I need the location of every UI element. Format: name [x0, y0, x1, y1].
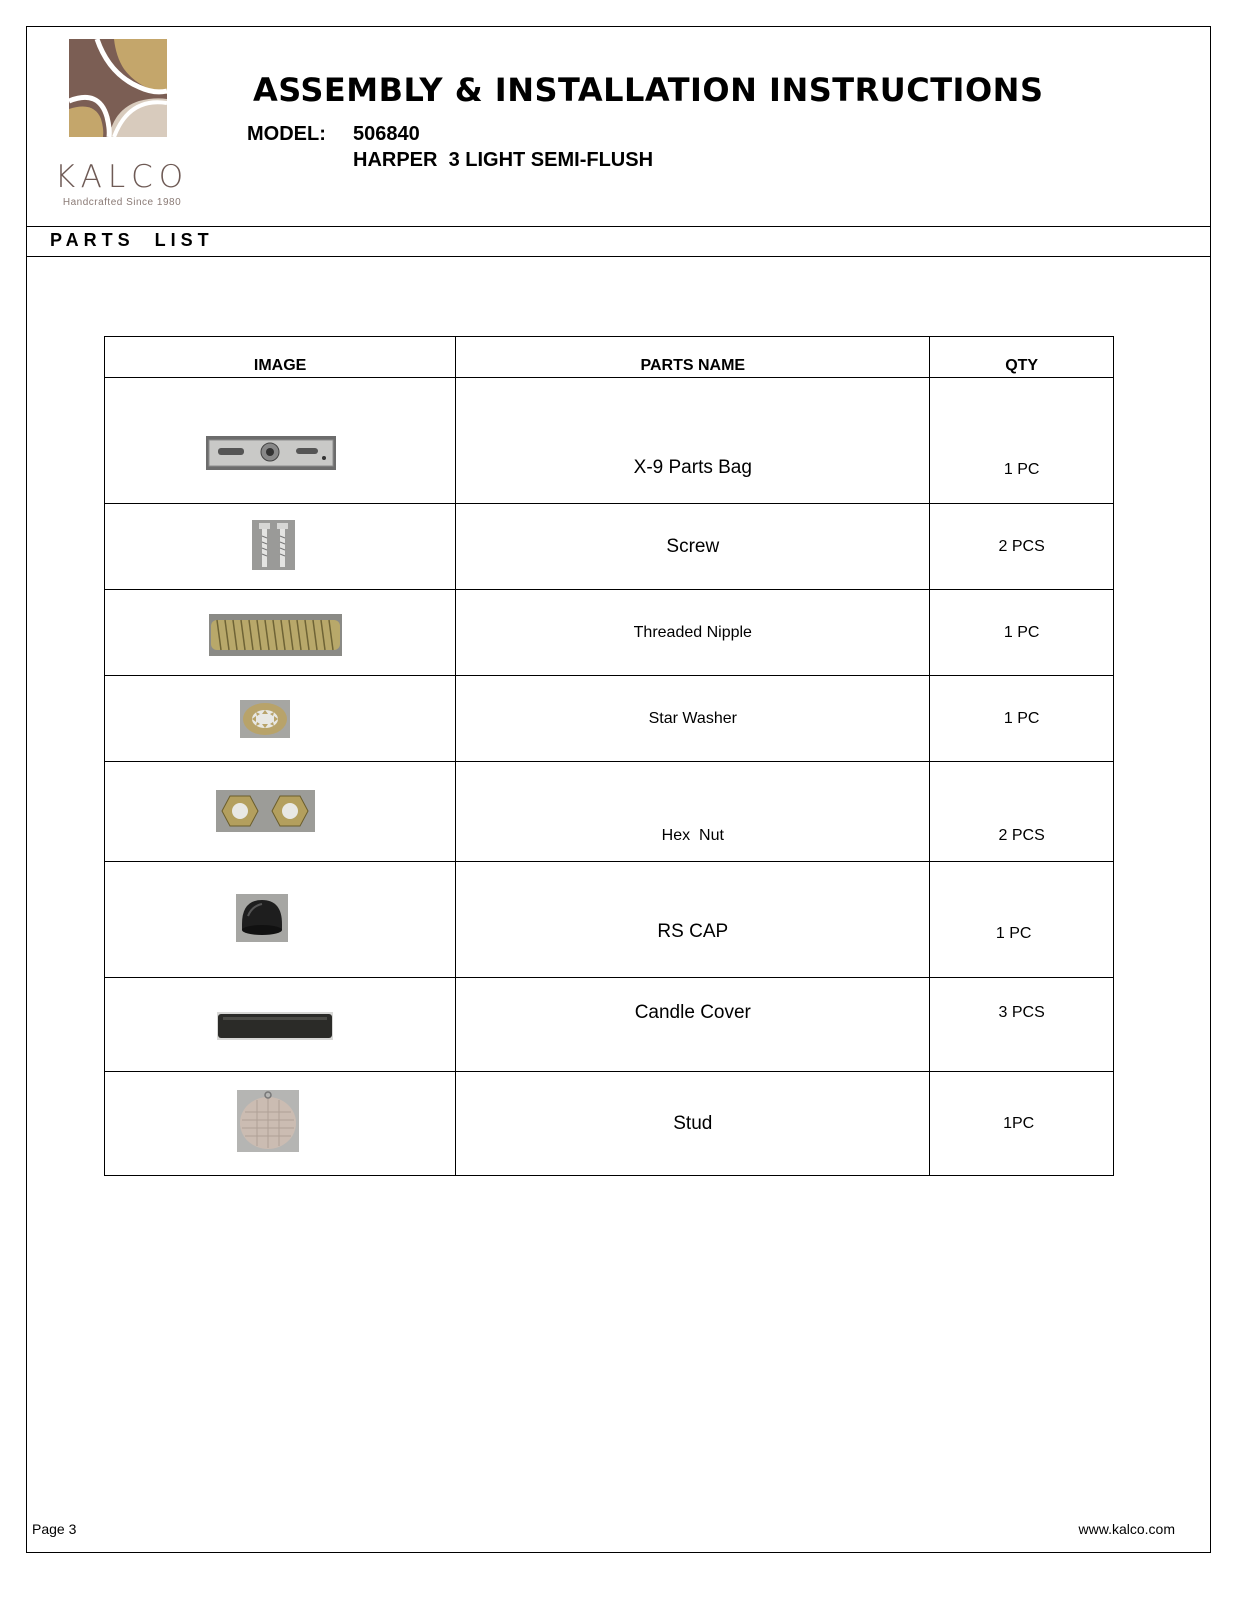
parts-list-bar: [27, 227, 1210, 257]
hex-nut-icon: [216, 790, 315, 832]
part-name-text: Candle Cover: [634, 1002, 751, 1023]
model-name: HARPER 3 LIGHT SEMI-FLUSH: [353, 149, 654, 171]
parts-table: [104, 336, 1114, 1176]
table-row: [105, 504, 1114, 590]
brand-name: KALCO: [54, 159, 190, 195]
part-image-cell: [105, 978, 456, 1072]
model-number: 506840: [353, 123, 420, 145]
table-row: [105, 590, 1114, 676]
part-name: [456, 862, 930, 978]
header-qty: QTY: [930, 337, 1114, 378]
part-qty: 2 PCS: [930, 504, 1114, 590]
part-name-text: Stud: [673, 1112, 713, 1134]
part-name: [456, 378, 930, 504]
part-name-text: X-9 Parts Bag: [633, 457, 752, 478]
page-frame: [26, 26, 1211, 1553]
table-row: [105, 762, 1114, 862]
brand-tagline: Handcrafted Since 1980: [62, 197, 182, 208]
part-name: [456, 504, 930, 590]
header: [27, 27, 1210, 227]
part-name: [456, 978, 930, 1072]
part-name-text: RS CAP: [657, 921, 729, 942]
table-row: [105, 378, 1114, 504]
part-image-cell: [105, 504, 456, 590]
star-washer-icon: [240, 700, 290, 738]
table-row: [105, 978, 1114, 1072]
table-header-row: [105, 337, 1114, 378]
part-qty: 1 PC: [930, 862, 1114, 978]
rs-cap-icon: [236, 894, 288, 942]
part-qty: 1 PC: [930, 676, 1114, 762]
part-name: Hex Nut: [456, 762, 930, 862]
header-parts-name: PARTS NAME: [456, 337, 930, 378]
part-qty: 2 PCS: [930, 762, 1114, 862]
part-name-text: Screw: [666, 535, 720, 557]
part-image-cell: [105, 862, 456, 978]
part-image-cell: [105, 378, 456, 504]
threaded-nipple-icon: [209, 614, 342, 656]
table-row: [105, 676, 1114, 762]
section-title: PARTS LIST: [50, 230, 214, 250]
part-image-cell: [105, 590, 456, 676]
website-url: www.kalco.com: [1078, 1521, 1175, 1537]
table-row: [105, 862, 1114, 978]
header-image: IMAGE: [105, 337, 456, 378]
mounting-bracket-icon: [206, 436, 336, 470]
page-title: ASSEMBLY & INSTALLATION INSTRUCTIONS: [253, 71, 1044, 109]
stud-icon: [237, 1090, 299, 1152]
part-name: [456, 1072, 930, 1176]
page-number: Page 3: [32, 1521, 77, 1537]
part-qty: 1 PC: [930, 590, 1114, 676]
part-name: Threaded Nipple: [456, 590, 930, 676]
candle-cover-icon: [217, 1012, 333, 1040]
kalco-logo: [47, 39, 197, 219]
kalco-logo-mark-icon: [69, 39, 167, 137]
table-row: [105, 1072, 1114, 1176]
part-image-cell: [105, 1072, 456, 1176]
part-qty: 1PC: [930, 1072, 1114, 1176]
part-qty: 1 PC: [930, 378, 1114, 504]
part-image-cell: [105, 676, 456, 762]
part-qty: 3 PCS: [930, 978, 1114, 1072]
part-name: Star Washer: [456, 676, 930, 762]
model-label: MODEL:: [247, 123, 326, 145]
part-image-cell: [105, 762, 456, 862]
screw-icon: [252, 520, 295, 570]
